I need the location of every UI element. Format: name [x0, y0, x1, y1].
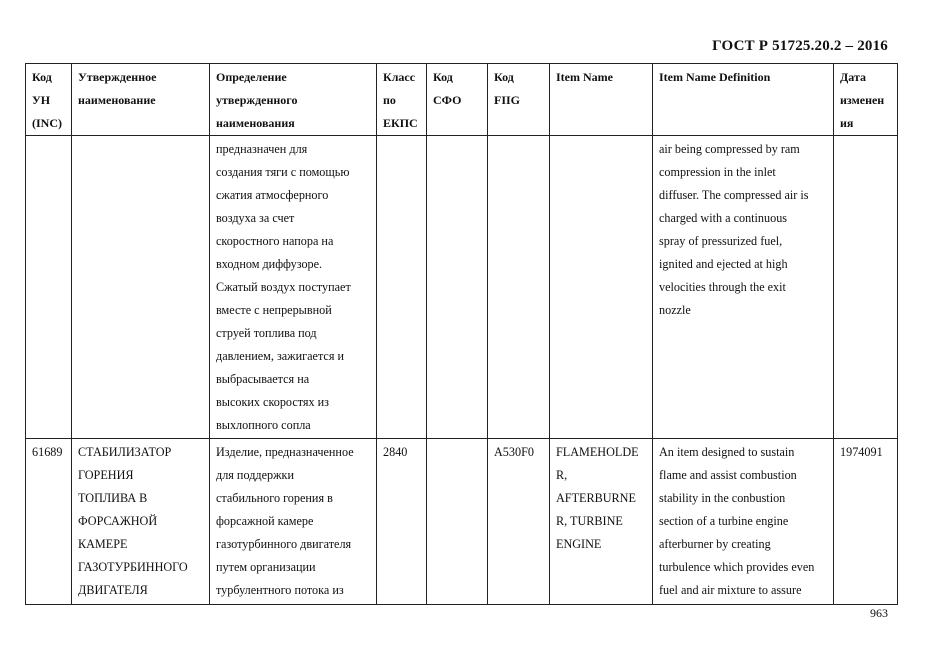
cell-approved-name: СТАБИЛИЗАТОР ГОРЕНИЯ ТОПЛИВА В ФОРСАЖНОЙ КАМЕРЕ ГАЗОТУРБИННОГО ДВИГАТЕЛЯ — [72, 439, 210, 605]
document-standard-header: ГОСТ Р 51725.20.2 – 2016 — [712, 38, 888, 54]
col-header-fiig-code: Код FIIG — [488, 64, 550, 136]
nomenclature-table — [25, 63, 898, 605]
cell-change-date — [834, 136, 898, 439]
col-header-item-name: Item Name — [550, 64, 653, 136]
cell-sfo-code — [427, 439, 488, 605]
cell-inc — [26, 136, 72, 439]
cell-definition-ru: Изделие, предназначенное для поддержки стабильного горения в форсажной камере газотурбинного двигателя путем организации турбулентного потока из — [210, 439, 377, 605]
cell-approved-name — [72, 136, 210, 439]
cell-class: 2840 — [377, 439, 427, 605]
col-header-change-date: Дата изменен ия — [834, 64, 898, 136]
table-header-row — [26, 64, 898, 136]
col-header-class: Класс по ЕКПС — [377, 64, 427, 136]
col-header-name-definition: Определение утвержденного наименования — [210, 64, 377, 136]
cell-change-date: 1974091 — [834, 439, 898, 605]
cell-item-name: FLAMEHOLDE R, AFTERBURNE R, TURBINE ENGINE — [550, 439, 653, 605]
cell-definition-en: air being compressed by ram compression in the inlet diffuser. The compressed air is charged with a continuous spray of pressurized fuel, ignited and ejected at high velocities through the exit nozzle — [653, 136, 834, 439]
col-header-item-name-definition: Item Name Definition — [653, 64, 834, 136]
cell-fiig-code: A530F0 — [488, 439, 550, 605]
cell-definition-ru: предназначен для создания тяги с помощью сжатия атмосферного воздуха за счет скоростного напора на входном диффузоре. Сжатый воздух поступает вместе с непрерывной струей топлива под давлением, зажигается и выбрасывается на высоких скоростях из выхлопного сопла — [210, 136, 377, 439]
col-header-inc: Код УН (INC) — [26, 64, 72, 136]
cell-inc: 61689 — [26, 439, 72, 605]
table-row-continuation — [26, 136, 898, 439]
cell-class — [377, 136, 427, 439]
page-number: 963 — [870, 606, 888, 620]
cell-sfo-code — [427, 136, 488, 439]
cell-definition-en: An item designed to sustain flame and assist combustion stability in the conbustion section of a turbine engine afterburner by creating turbulence which provides even fuel and air mixture to assure — [653, 439, 834, 605]
cell-fiig-code — [488, 136, 550, 439]
table-row-item — [26, 439, 898, 605]
col-header-sfo-code: Код СФО — [427, 64, 488, 136]
col-header-approved-name: Утвержденное наименование — [72, 64, 210, 136]
cell-item-name — [550, 136, 653, 439]
